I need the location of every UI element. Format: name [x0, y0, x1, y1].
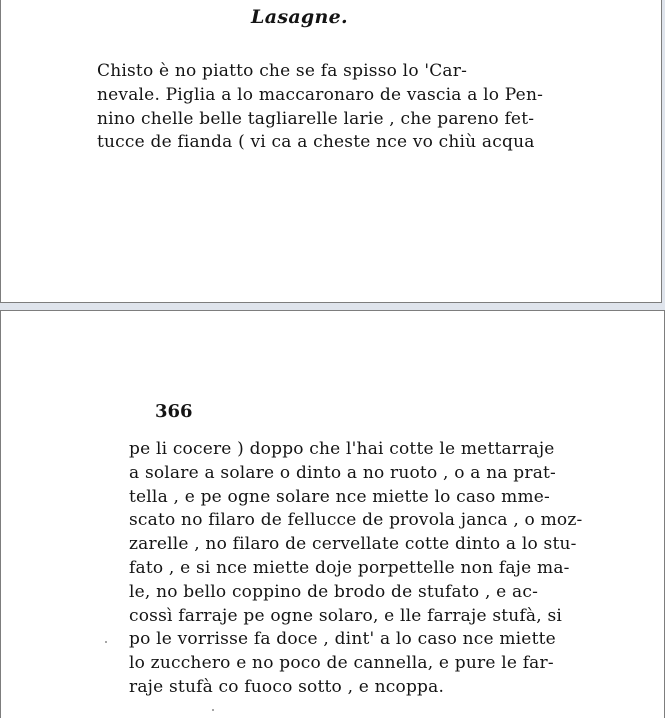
text-line: lo zucchero e no poco de cannella, e pure le far-	[129, 653, 554, 674]
text-line: zarelle , no filaro de cervellate cotte dinto a lo stu-	[129, 534, 577, 555]
recipe-heading: Lasagne.	[251, 6, 348, 28]
text-line: scato no filaro de fellucce de provola janca , o moz-	[129, 510, 583, 531]
text-line: fato , e si nce miette doje porpettelle non faje ma-	[129, 557, 570, 578]
text-line: le, no bello coppino de brodo de stufato , e ac-	[129, 581, 539, 602]
text-line: tella , e pe ogne solare nce miette lo caso mme-	[129, 486, 550, 507]
text-line: a solare a solare o dinto a no ruoto , o a na prat-	[129, 462, 556, 483]
text-line: pe li cocere ) doppo che l'hai cotte le mettarraje	[129, 439, 555, 459]
page-top	[0, 0, 662, 303]
text-line: nino chelle belle tagliarelle larie , che pareno fet-	[97, 108, 535, 129]
text-line: po le vorrisse fa doce , dint' a lo caso nce miette	[129, 629, 556, 650]
bottom-page-text	[129, 438, 639, 700]
top-page-text	[97, 60, 557, 155]
print-speck	[212, 709, 214, 711]
text-line: raje stufà co fuoco sotto , e ncoppa.	[129, 676, 445, 697]
page-bottom	[0, 310, 665, 718]
text-line: cossì farraje pe ogne solaro, e lle farraje stufà, si	[129, 605, 563, 626]
print-speck	[105, 641, 107, 643]
text-line: Chisto è no piatto che se fa spisso lo 'Car-	[97, 61, 468, 81]
text-line: nevale. Piglia a lo maccaronaro de vascia a lo Pen-	[97, 84, 544, 105]
page-number: 366	[155, 401, 193, 422]
text-line: tucce de fianda ( vi ca a cheste nce vo chiù acqua	[97, 132, 535, 153]
